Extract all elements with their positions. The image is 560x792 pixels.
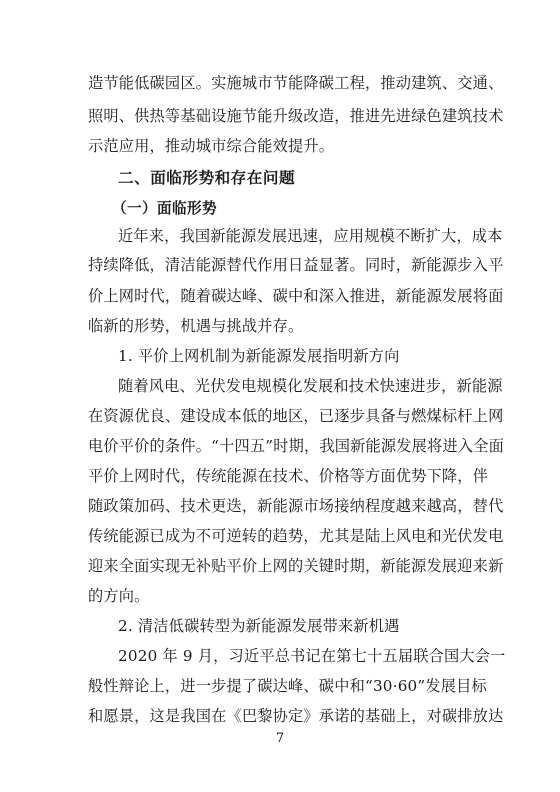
para2-line-2: 在资源优良、建设成本低的地区，已逐步具备与燃煤标杆上网 <box>88 407 504 425</box>
section-heading: 二、面临形势和存在问题 <box>118 169 296 187</box>
para2-line-1: 随着风电、光伏发电规模化发展和技术快速进步，新能源 <box>118 377 503 395</box>
para1-line-4: 临新的形势，机遇与挑战并存。 <box>88 317 304 335</box>
para3-line-3: 和愿景，这是我国在《巴黎协定》承诺的基础上，对碳排放达 <box>88 707 504 725</box>
para1-line-3: 价上网时代，随着碳达峰、碳中和深入推进，新能源发展将面 <box>88 287 504 305</box>
intro-line-1: 造节能低碳园区。实施城市节能降碳工程，推动建筑、交通、 <box>88 74 504 92</box>
intro-line-3: 示范应用，推动城市综合能效提升。 <box>88 137 335 155</box>
para2-line-5: 随政策加码、技术更迭，新能源市场接纳程度越来越高，替代 <box>88 497 504 515</box>
para3-line-1: 2020 年 9 月，习近平总书记在第七十五届联合国大会一 <box>118 647 506 665</box>
para3-line-2: 般性辩论上，进一步提了碳达峰、碳中和“30·60”发展目标 <box>88 677 487 695</box>
item2-title: 2. 清洁低碳转型为新能源发展带来新机遇 <box>118 617 400 635</box>
para2-line-3: 电价平价的条件。“十四五”时期，我国新能源发展将进入全面 <box>88 437 505 455</box>
para2-line-4: 平价上网时代，传统能源在技术、价格等方面优势下降，伴 <box>88 467 489 485</box>
para2-line-7: 迎来全面实现无补贴平价上网的关键时期，新能源发展迎来新 <box>88 557 504 575</box>
para2-line-8: 的方向。 <box>88 587 150 605</box>
para1-line-2: 持续降低，清洁能源替代作用日益显著。同时，新能源步入平 <box>88 256 504 274</box>
page-number: 7 <box>275 731 285 746</box>
para2-line-6: 传统能源已成为不可逆转的趋势，尤其是陆上风电和光伏发电 <box>88 527 504 545</box>
intro-line-2: 照明、供热等基础设施节能升级改造，推进先进绿色建筑技术 <box>88 107 504 125</box>
item1-title: 1. 平价上网机制为新能源发展指明新方向 <box>118 347 400 365</box>
para1-line-1: 近年来，我国新能源发展迅速，应用规模不断扩大，成本 <box>118 227 503 245</box>
subsection-heading: （一）面临形势 <box>112 200 217 217</box>
